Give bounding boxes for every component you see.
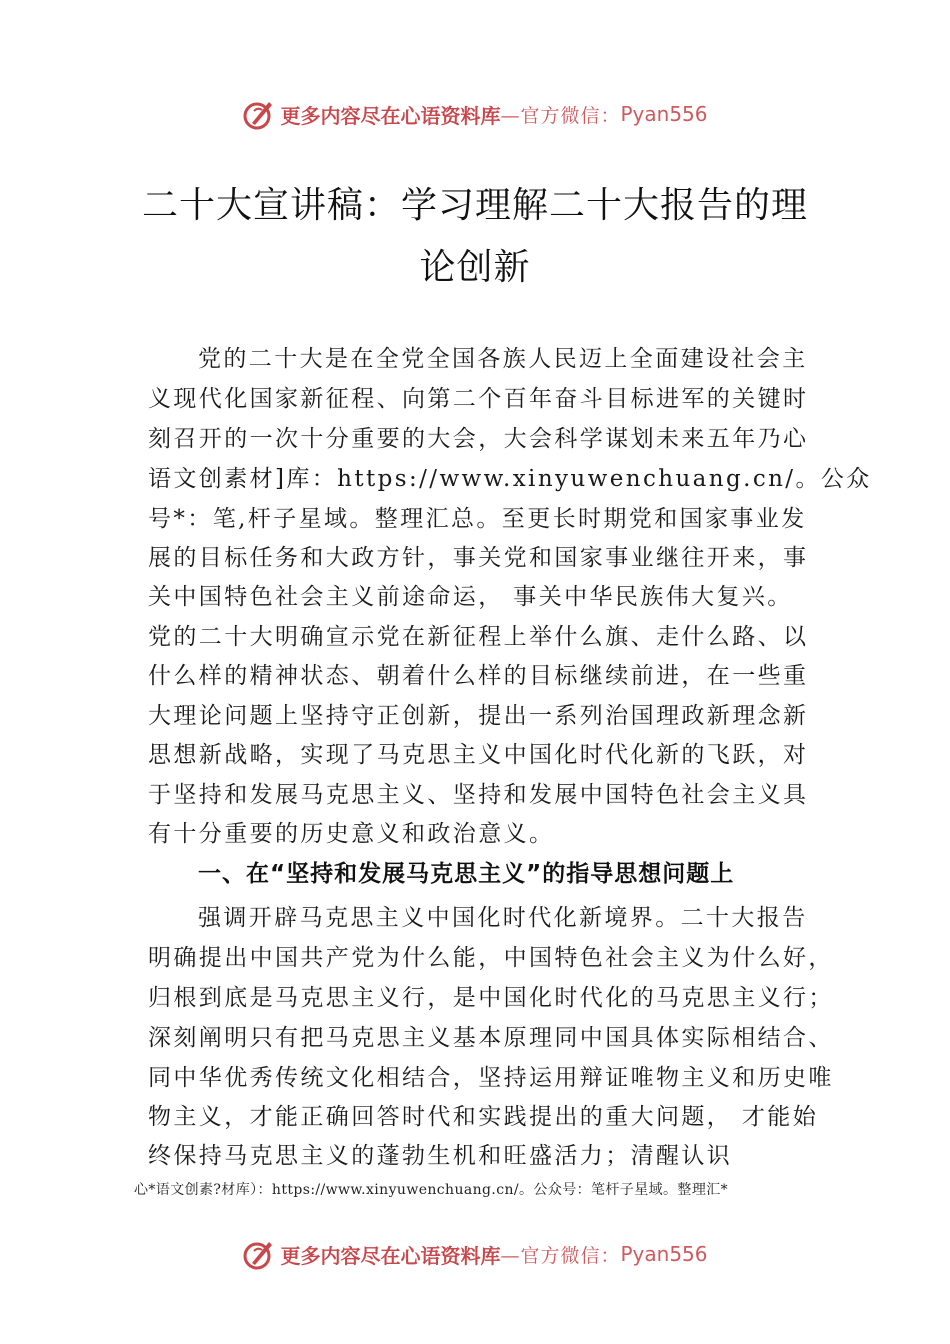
footer-banner [0, 1232, 950, 1276]
body-line: 大理论问题上坚持守正创新，提出一系列治国理政新理念新 [148, 703, 809, 729]
banner-sub-text: —官方微信： [500, 104, 621, 127]
quill-logo-icon [242, 97, 276, 131]
body-line: 于坚持和发展马克思主义、坚持和发展中国特色社会主义具 [148, 782, 809, 808]
banner-handle: Pyan556 [620, 1242, 708, 1266]
body-line: 义现代化国家新征程、向第二个百年奋斗目标进军的关键时 [148, 386, 809, 412]
header-banner [0, 92, 950, 136]
body-line: 关中国特色社会主义前途命运， 事关中华民族伟大复兴。 [148, 584, 793, 610]
body-line: 展的目标任务和大政方针，事关党和国家事业继往开来，事 [148, 545, 809, 571]
section-line: 归根到底是马克思主义行，是中国化时代化的马克思主义行； [148, 985, 834, 1011]
body-line: 党的二十大是在全党全国各族人民迈上全面建设社会主 [198, 346, 808, 372]
banner-main-text: 更多内容尽在心语资料库 [280, 103, 501, 128]
banner-sub-text: —官方微信： [500, 1244, 621, 1267]
body-line: 刻召开的一次十分重要的大会，大会科学谋划未来五年乃心 [148, 426, 809, 452]
section-line: 同中华优秀传统文化相结合，坚持运用辩证唯物主义和历史唯 [148, 1065, 834, 1091]
document-title-line-1: 二十大宣讲稿：学习理解二十大报告的理 [141, 185, 808, 226]
quill-logo-icon [242, 1237, 276, 1271]
footnote-text: 心*语文创素?材库）：https://www.xinyuwenchuang.cn/。公众号：笔杆子星域。整理汇* [134, 1182, 729, 1198]
section-heading: 一、在“坚持和发展马克思主义”的指导思想问题上 [198, 861, 735, 887]
body-line: 有十分重要的历史意义和政治意义。 [148, 821, 555, 847]
section-line: 终保持马克思主义的蓬勃生机和旺盛活力；清醒认识 [148, 1143, 733, 1169]
body-line: 什么样的精神状态、朝着什么样的目标继续前进，在一些重 [148, 663, 809, 689]
section-line: 明确提出中国共产党为什么能，中国特色社会主义为什么好， [148, 945, 834, 971]
section-line: 物主义，才能正确回答时代和实践提出的重大问题， 才能始 [148, 1104, 819, 1130]
body-line: 党的二十大明确宣示党在新征程上举什么旗、走什么路、以 [148, 624, 809, 650]
section-line: 强调开辟马克思主义中国化时代化新境界。二十大报告 [198, 905, 808, 931]
document-title-line-2: 论创新 [419, 247, 531, 288]
body-line: 号*：笔,杆子星域。整理汇总。至更长时期党和国家事业发 [148, 506, 807, 532]
section-line: 深刻阐明只有把马克思主义基本原理同中国具体实际相结合、 [148, 1025, 834, 1051]
body-line: 思想新战略，实现了马克思主义中国化时代化新的飞跃，对 [148, 742, 809, 768]
banner-handle: Pyan556 [620, 102, 708, 126]
banner-main-text: 更多内容尽在心语资料库 [280, 1243, 501, 1268]
body-line: 语文创素材]库：https://www.xinyuwenchuang.cn/。公众 [148, 466, 872, 492]
